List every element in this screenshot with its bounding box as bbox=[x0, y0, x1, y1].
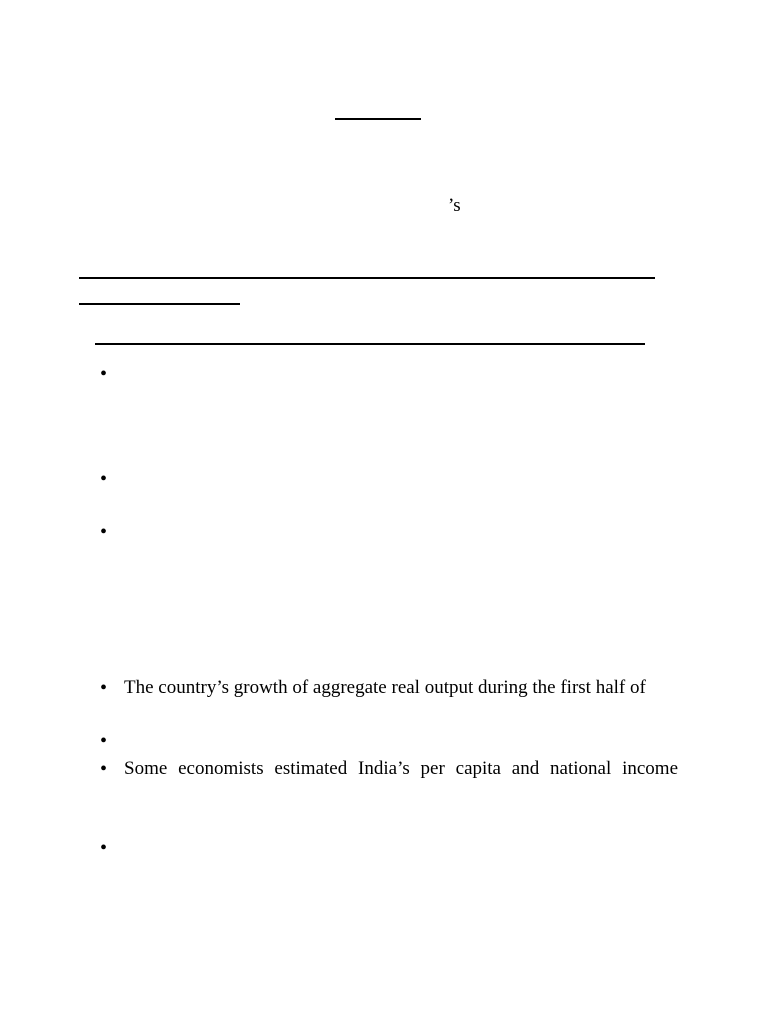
possessive-fragment: ’s bbox=[448, 195, 461, 216]
bullet-marker: • bbox=[100, 363, 108, 385]
bullet-marker: • bbox=[100, 758, 108, 780]
bullet-marker: • bbox=[100, 677, 108, 699]
bullet-marker: • bbox=[100, 521, 108, 543]
list-item-text: The country’s growth of aggregate real output during the first half of bbox=[124, 677, 646, 698]
heading-underline-line-2 bbox=[79, 303, 240, 305]
heading-underline-line-1 bbox=[79, 277, 655, 279]
bullet-marker: • bbox=[100, 730, 108, 752]
subheading-underline bbox=[95, 343, 645, 345]
bullet-marker: • bbox=[100, 837, 108, 859]
bullet-marker: • bbox=[100, 468, 108, 490]
title-underline bbox=[335, 118, 421, 120]
list-item-text: Some economists estimated India’s per capita and national income bbox=[124, 758, 678, 779]
